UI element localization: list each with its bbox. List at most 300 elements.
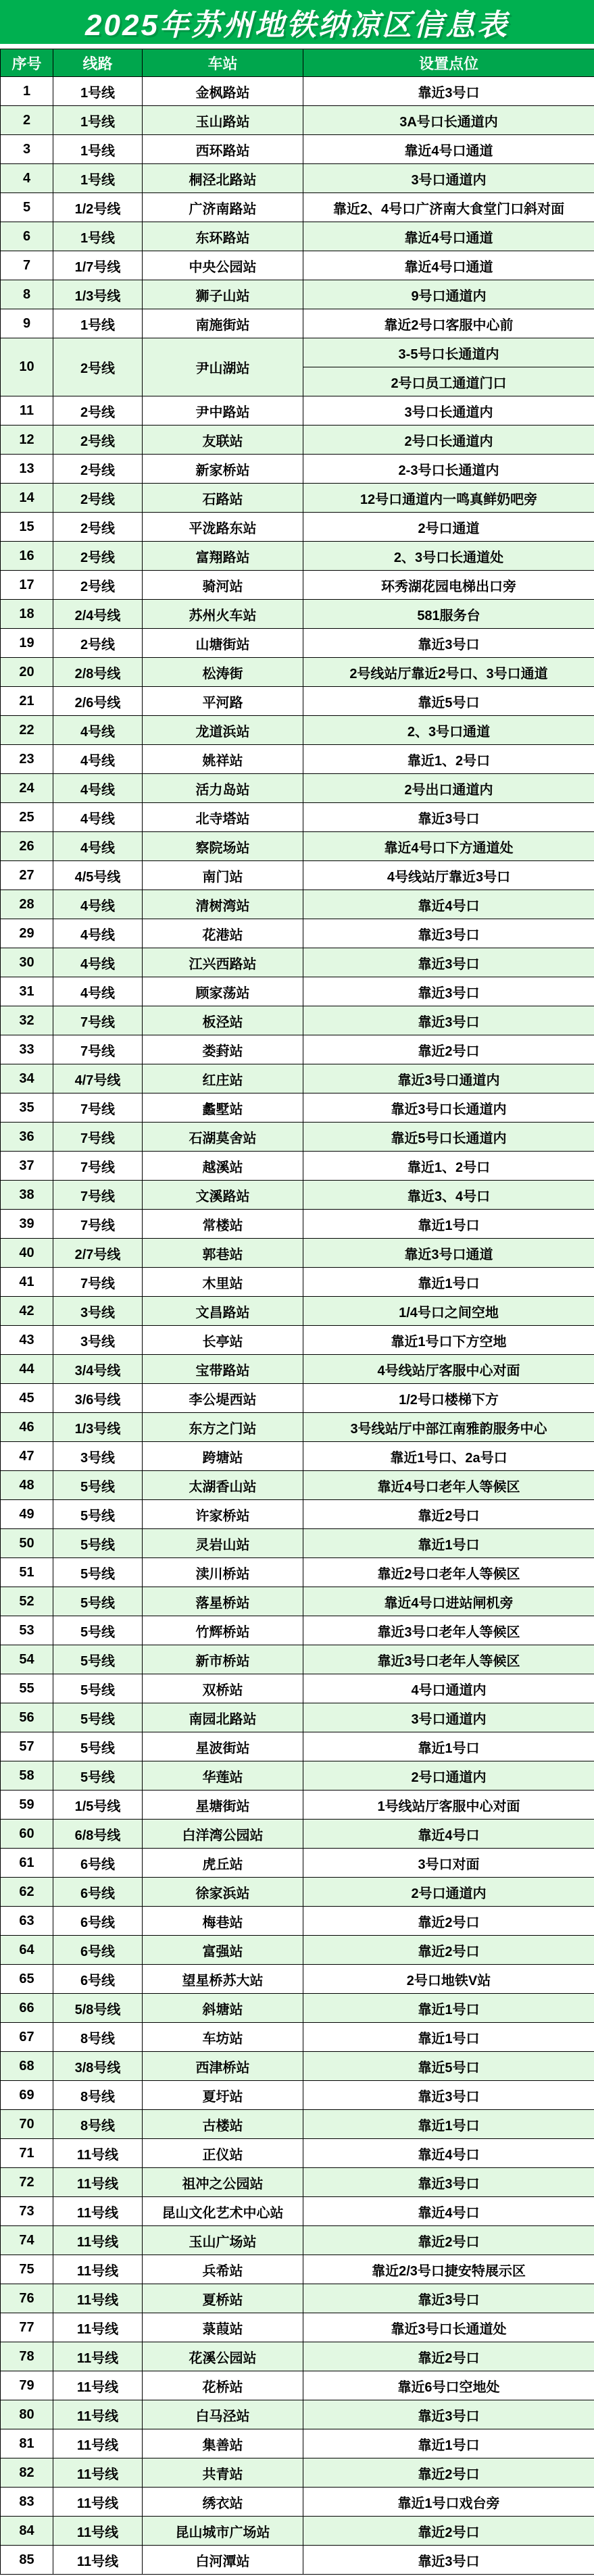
cell-point: 2号口长通道内 (303, 426, 594, 455)
table-row (1, 2313, 594, 2342)
cell-point: 靠近1号口 (303, 1732, 594, 1761)
cell-line: 1/2号线 (53, 193, 143, 222)
table-row (1, 513, 594, 542)
cell-point: 靠近3号口长通道处 (303, 2313, 594, 2342)
cell-point: 2、3号口长通道处 (303, 542, 594, 571)
cell-point: 靠近1号口 (303, 2023, 594, 2052)
table-row (1, 1965, 594, 1994)
cell-no: 38 (1, 1181, 53, 1210)
cell-no: 13 (1, 455, 53, 484)
cell-no: 5 (1, 193, 53, 222)
cell-line: 2/4号线 (53, 600, 143, 629)
cell-line: 11号线 (53, 2342, 143, 2371)
table-row (1, 919, 594, 948)
cell-point: 靠近3号口 (303, 2284, 594, 2313)
cell-no: 4 (1, 164, 53, 193)
cell-line: 5号线 (53, 1703, 143, 1732)
cell-point: 靠近3号口 (303, 2546, 594, 2575)
cell-line: 8号线 (53, 2023, 143, 2052)
table-row (1, 803, 594, 832)
table-row (1, 687, 594, 716)
cell-line: 11号线 (53, 2546, 143, 2575)
cell-point: 2号口地铁V站 (303, 1965, 594, 1994)
cell-point: 靠近1号口 (303, 2429, 594, 2458)
cell-no: 61 (1, 1849, 53, 1878)
cell-no: 42 (1, 1297, 53, 1326)
cell-station: 石湖莫舍站 (143, 1123, 303, 1152)
cell-station: 望星桥苏大站 (143, 1965, 303, 1994)
cell-point: 2、3号口通道 (303, 716, 594, 745)
cell-point: 靠近2号口客服中心前 (303, 309, 594, 338)
table-row (1, 2226, 594, 2255)
cell-line: 7号线 (53, 1006, 143, 1035)
cell-no: 82 (1, 2458, 53, 2488)
cell-no: 32 (1, 1006, 53, 1035)
cell-station: 落星桥站 (143, 1587, 303, 1616)
cell-line: 4号线 (53, 890, 143, 919)
table-row (1, 1994, 594, 2023)
cell-station: 友联站 (143, 426, 303, 455)
cell-point: 3-5号口长通道内 (303, 338, 594, 367)
cell-point: 靠近3号口 (303, 2400, 594, 2429)
cell-line: 5号线 (53, 1732, 143, 1761)
cell-line: 1号线 (53, 309, 143, 338)
cell-line: 1号线 (53, 77, 143, 106)
cell-no: 23 (1, 745, 53, 774)
cell-line: 7号线 (53, 1035, 143, 1064)
cell-no: 48 (1, 1471, 53, 1500)
cell-line: 7号线 (53, 1181, 143, 1210)
cell-line: 1/7号线 (53, 251, 143, 280)
cell-line: 7号线 (53, 1152, 143, 1181)
table-row (1, 1181, 594, 1210)
cell-station: 双桥站 (143, 1674, 303, 1703)
cell-station: 常楼站 (143, 1210, 303, 1239)
cell-line: 1/3号线 (53, 280, 143, 309)
info-table (0, 49, 594, 2575)
table-row (1, 77, 594, 106)
cell-station: 太湖香山站 (143, 1471, 303, 1500)
cell-point: 4号线站厅靠近3号口 (303, 861, 594, 890)
cell-point: 4号线站厅客服中心对面 (303, 1355, 594, 1384)
cell-line: 5号线 (53, 1529, 143, 1558)
cell-point: 靠近2号口 (303, 1500, 594, 1529)
cell-no: 81 (1, 2429, 53, 2458)
cell-point: 靠近1号口 (303, 1529, 594, 1558)
cell-no: 65 (1, 1965, 53, 1994)
cell-station: 玉山路站 (143, 106, 303, 135)
cell-line: 2号线 (53, 455, 143, 484)
cell-point: 靠近2、4号口广济南大食堂门口斜对面 (303, 193, 594, 222)
cell-station: 东环路站 (143, 222, 303, 251)
cell-no: 51 (1, 1558, 53, 1587)
cell-line: 8号线 (53, 2081, 143, 2110)
cell-no: 85 (1, 2546, 53, 2575)
table-row (1, 1093, 594, 1123)
cell-point: 3号线站厅中部江南雅韵服务中心 (303, 1413, 594, 1442)
cell-line: 4号线 (53, 977, 143, 1006)
cell-line: 6号线 (53, 1907, 143, 1936)
table-row (1, 832, 594, 861)
cell-no: 30 (1, 948, 53, 977)
cell-no: 79 (1, 2371, 53, 2400)
cell-point: 9号口通道内 (303, 280, 594, 309)
cell-line: 3号线 (53, 1442, 143, 1471)
cell-line: 11号线 (53, 2226, 143, 2255)
cell-line: 3号线 (53, 1297, 143, 1326)
cell-no: 40 (1, 1239, 53, 1268)
cell-no: 10 (1, 338, 53, 396)
cell-no: 12 (1, 426, 53, 455)
cell-no: 52 (1, 1587, 53, 1616)
cell-point: 2-3号口长通道内 (303, 455, 594, 484)
cell-no: 66 (1, 1994, 53, 2023)
cell-no: 75 (1, 2255, 53, 2284)
table-row (1, 2488, 594, 2517)
table-row (1, 1529, 594, 1558)
table-row (1, 1645, 594, 1674)
table-row (1, 222, 594, 251)
cell-station: 金枫路站 (143, 77, 303, 106)
cell-point: 靠近4号口通道 (303, 135, 594, 164)
cell-no: 56 (1, 1703, 53, 1732)
cell-station: 古楼站 (143, 2110, 303, 2139)
cell-no: 68 (1, 2052, 53, 2081)
table-row (1, 600, 594, 629)
cell-line: 6号线 (53, 1936, 143, 1965)
table-row (1, 948, 594, 977)
cell-station: 尹中路站 (143, 396, 303, 426)
cell-point: 4号口通道内 (303, 1674, 594, 1703)
cell-station: 石路站 (143, 484, 303, 513)
cell-no: 16 (1, 542, 53, 571)
cell-line: 8号线 (53, 2110, 143, 2139)
cell-line: 2号线 (53, 338, 143, 396)
header-row (1, 49, 594, 77)
cell-point: 靠近3号口 (303, 948, 594, 977)
cell-point: 靠近4号口 (303, 2197, 594, 2226)
table-row (1, 977, 594, 1006)
cell-no: 70 (1, 2110, 53, 2139)
cell-station: 中央公园站 (143, 251, 303, 280)
cell-point: 2号口通道内 (303, 1761, 594, 1791)
cell-point: 靠近3号口 (303, 803, 594, 832)
table-row (1, 571, 594, 600)
cell-line: 1/5号线 (53, 1791, 143, 1820)
cell-station: 徐家浜站 (143, 1878, 303, 1907)
cell-station: 南施街站 (143, 309, 303, 338)
cell-station: 狮子山站 (143, 280, 303, 309)
cell-station: 新家桥站 (143, 455, 303, 484)
cell-no: 28 (1, 890, 53, 919)
cell-line: 1号线 (53, 164, 143, 193)
table-row (1, 1558, 594, 1587)
header-cell-no: 序号 (1, 49, 53, 77)
cell-station: 活力岛站 (143, 774, 303, 803)
table-row (1, 1703, 594, 1732)
cell-station: 华莲站 (143, 1761, 303, 1791)
cell-point: 环秀湖花园电梯出口旁 (303, 571, 594, 600)
table-row (1, 2023, 594, 2052)
cell-no: 27 (1, 861, 53, 890)
table-row (1, 1384, 594, 1413)
cell-line: 4号线 (53, 948, 143, 977)
cell-station: 桐泾北路站 (143, 164, 303, 193)
cell-station: 山塘街站 (143, 629, 303, 658)
cell-no: 9 (1, 309, 53, 338)
cell-no: 62 (1, 1878, 53, 1907)
cell-point: 靠近3号口 (303, 629, 594, 658)
cell-no: 63 (1, 1907, 53, 1936)
cell-no: 26 (1, 832, 53, 861)
cell-point: 3号口长通道内 (303, 396, 594, 426)
cell-point: 靠近4号口 (303, 1820, 594, 1849)
table-row (1, 1471, 594, 1500)
cell-station: 越溪站 (143, 1152, 303, 1181)
table-row (1, 716, 594, 745)
table-row (1, 1297, 594, 1326)
header-cell-point: 设置点位 (303, 49, 594, 77)
cell-station: 郭巷站 (143, 1239, 303, 1268)
cell-point: 靠近1号口下方空地 (303, 1326, 594, 1355)
table-row (1, 1413, 594, 1442)
cell-station: 蠡墅站 (143, 1093, 303, 1123)
cell-no: 76 (1, 2284, 53, 2313)
cell-point: 3号口通道内 (303, 164, 594, 193)
cell-line: 11号线 (53, 2400, 143, 2429)
cell-point: 靠近4号口老年人等候区 (303, 1471, 594, 1500)
table-row (1, 1907, 594, 1936)
table-row (1, 1442, 594, 1471)
cell-no: 20 (1, 658, 53, 687)
cell-station: 北寺塔站 (143, 803, 303, 832)
cell-line: 4号线 (53, 919, 143, 948)
cell-no: 72 (1, 2168, 53, 2197)
table-row (1, 1674, 594, 1703)
table-row (1, 2255, 594, 2284)
cell-point: 靠近2号口 (303, 2458, 594, 2488)
cell-line: 1号线 (53, 222, 143, 251)
cell-no: 33 (1, 1035, 53, 1064)
cell-line: 7号线 (53, 1268, 143, 1297)
cell-line: 1/3号线 (53, 1413, 143, 1442)
cell-no: 35 (1, 1093, 53, 1123)
cell-station: 富强站 (143, 1936, 303, 1965)
cell-no: 6 (1, 222, 53, 251)
cell-point: 2号口通道 (303, 513, 594, 542)
cell-line: 4/5号线 (53, 861, 143, 890)
cell-point: 靠近4号口 (303, 890, 594, 919)
table-row (1, 861, 594, 890)
cell-line: 11号线 (53, 2371, 143, 2400)
cell-station: 白河潭站 (143, 2546, 303, 2575)
cell-no: 34 (1, 1064, 53, 1093)
table-row (1, 1035, 594, 1064)
cell-no: 24 (1, 774, 53, 803)
cell-station: 花溪公园站 (143, 2342, 303, 2371)
cell-line: 5号线 (53, 1674, 143, 1703)
cell-point: 靠近5号口长通道内 (303, 1123, 594, 1152)
cell-no: 49 (1, 1500, 53, 1529)
table-row (1, 1587, 594, 1616)
cell-point: 靠近6号口空地处 (303, 2371, 594, 2400)
cell-line: 6号线 (53, 1849, 143, 1878)
cell-line: 2号线 (53, 426, 143, 455)
cell-point: 靠近3号口通道 (303, 1239, 594, 1268)
cell-line: 4/7号线 (53, 1064, 143, 1093)
cell-line: 2号线 (53, 396, 143, 426)
table-row (1, 426, 594, 455)
cell-point: 1号线站厅客服中心对面 (303, 1791, 594, 1820)
cell-line: 6号线 (53, 1878, 143, 1907)
cell-no: 31 (1, 977, 53, 1006)
cell-point: 3号口通道内 (303, 1703, 594, 1732)
cell-station: 广济南路站 (143, 193, 303, 222)
cell-station: 尹山湖站 (143, 338, 303, 396)
cell-no: 50 (1, 1529, 53, 1558)
cell-point: 靠近1号口 (303, 1210, 594, 1239)
cell-no: 8 (1, 280, 53, 309)
cell-point: 靠近1号口 (303, 2110, 594, 2139)
cell-point: 靠近3号口 (303, 977, 594, 1006)
cell-no: 21 (1, 687, 53, 716)
cell-line: 4号线 (53, 832, 143, 861)
cell-line: 6/8号线 (53, 1820, 143, 1849)
table-row (1, 280, 594, 309)
cell-no: 78 (1, 2342, 53, 2371)
cell-no: 2 (1, 106, 53, 135)
cell-no: 11 (1, 396, 53, 426)
cell-station: 江兴西路站 (143, 948, 303, 977)
cell-station: 西环路站 (143, 135, 303, 164)
cell-station: 文昌路站 (143, 1297, 303, 1326)
cell-line: 2/8号线 (53, 658, 143, 687)
cell-station: 姚祥站 (143, 745, 303, 774)
cell-no: 58 (1, 1761, 53, 1791)
table-body (1, 77, 594, 2575)
cell-station: 梅巷站 (143, 1907, 303, 1936)
cell-point: 靠近3号口老年人等候区 (303, 1645, 594, 1674)
cell-no: 45 (1, 1384, 53, 1413)
table-row (1, 396, 594, 426)
table-header (1, 49, 594, 77)
cell-station: 玉山广场站 (143, 2226, 303, 2255)
cell-station: 新市桥站 (143, 1645, 303, 1674)
cell-line: 1号线 (53, 106, 143, 135)
cell-line: 2号线 (53, 629, 143, 658)
cell-point: 2号线站厅靠近2号口、3号口通道 (303, 658, 594, 687)
cell-line: 11号线 (53, 2458, 143, 2488)
cell-no: 83 (1, 2488, 53, 2517)
cell-no: 60 (1, 1820, 53, 1849)
table-row (1, 1500, 594, 1529)
cell-line: 3号线 (53, 1326, 143, 1355)
cell-station: 许家桥站 (143, 1500, 303, 1529)
cell-line: 11号线 (53, 2197, 143, 2226)
cell-no: 46 (1, 1413, 53, 1442)
cell-line: 5号线 (53, 1587, 143, 1616)
cell-point: 1/2号口楼梯下方 (303, 1384, 594, 1413)
cell-station: 李公堤西站 (143, 1384, 303, 1413)
cell-point: 靠近2号口老年人等候区 (303, 1558, 594, 1587)
cell-point: 靠近2号口 (303, 2226, 594, 2255)
cell-station: 察院场站 (143, 832, 303, 861)
cell-station: 跨塘站 (143, 1442, 303, 1471)
table-row (1, 455, 594, 484)
table-row (1, 1791, 594, 1820)
cell-line: 2号线 (53, 571, 143, 600)
cell-station: 长亭站 (143, 1326, 303, 1355)
cell-no: 7 (1, 251, 53, 280)
cell-no: 17 (1, 571, 53, 600)
cell-station: 西津桥站 (143, 2052, 303, 2081)
table-row (1, 1006, 594, 1035)
cell-no: 67 (1, 2023, 53, 2052)
cell-point: 靠近1、2号口 (303, 745, 594, 774)
cell-station: 竹辉桥站 (143, 1616, 303, 1645)
table-row (1, 164, 594, 193)
table-row (1, 1210, 594, 1239)
table-row (1, 629, 594, 658)
cell-no: 14 (1, 484, 53, 513)
cell-station: 集善站 (143, 2429, 303, 2458)
table-row (1, 2371, 594, 2400)
cell-station: 骑河站 (143, 571, 303, 600)
cell-station: 平泷路东站 (143, 513, 303, 542)
cell-line: 2/7号线 (53, 1239, 143, 1268)
table-row (1, 1878, 594, 1907)
cell-point: 靠近3号口长通道内 (303, 1093, 594, 1123)
cell-no: 41 (1, 1268, 53, 1297)
table-row (1, 658, 594, 687)
table-row (1, 2081, 594, 2110)
cell-line: 11号线 (53, 2168, 143, 2197)
table-row (1, 251, 594, 280)
table-row (1, 338, 594, 367)
table-row (1, 2139, 594, 2168)
cell-no: 74 (1, 2226, 53, 2255)
cell-line: 3/4号线 (53, 1355, 143, 1384)
cell-line: 7号线 (53, 1093, 143, 1123)
header-cell-line: 线路 (53, 49, 143, 77)
cell-station: 车坊站 (143, 2023, 303, 2052)
table-row (1, 1616, 594, 1645)
cell-line: 11号线 (53, 2139, 143, 2168)
cell-station: 文溪路站 (143, 1181, 303, 1210)
cell-point: 靠近3、4号口 (303, 1181, 594, 1210)
cell-station: 正仪站 (143, 2139, 303, 2168)
cell-no: 43 (1, 1326, 53, 1355)
cell-point: 靠近2号口 (303, 1936, 594, 1965)
cell-station: 虎丘站 (143, 1849, 303, 1878)
cell-line: 11号线 (53, 2284, 143, 2313)
cell-station: 兵希站 (143, 2255, 303, 2284)
cell-point: 靠近1号口、2a号口 (303, 1442, 594, 1471)
cell-point: 靠近2/3号口捷安特展示区 (303, 2255, 594, 2284)
table-row (1, 106, 594, 135)
cell-point: 2号口员工通道门口 (303, 367, 594, 396)
cell-no: 29 (1, 919, 53, 948)
cell-line: 11号线 (53, 2517, 143, 2546)
cell-line: 4号线 (53, 716, 143, 745)
cell-station: 花桥站 (143, 2371, 303, 2400)
cell-station: 富翔路站 (143, 542, 303, 571)
page-title: 2025年苏州地铁纳凉区信息表 (85, 8, 509, 42)
cell-point: 靠近3号口 (303, 1006, 594, 1035)
cell-station: 娄葑站 (143, 1035, 303, 1064)
cell-station: 宝带路站 (143, 1355, 303, 1384)
cell-station: 顾家荡站 (143, 977, 303, 1006)
